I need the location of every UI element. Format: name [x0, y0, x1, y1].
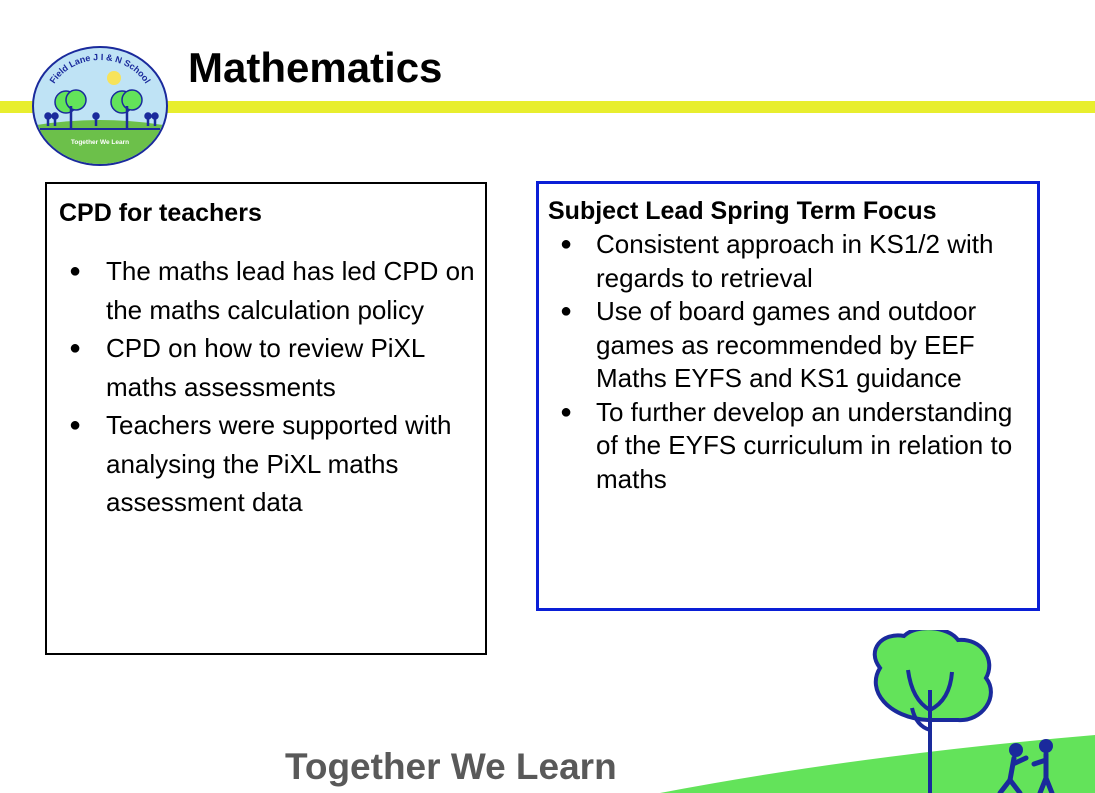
bullet: ● [69, 337, 82, 359]
list-item-text: To further develop an understanding of the EYFS curriculum in relation to maths [596, 396, 1013, 494]
logo-motto: Together We Learn [70, 139, 130, 146]
focus-heading: Subject Lead Spring Term Focus [548, 197, 937, 225]
list-item [548, 295, 1027, 396]
tree-hill-illustration [660, 630, 1095, 793]
footer-motto: Together We Learn [285, 746, 617, 787]
focus-box [536, 181, 1040, 611]
cpd-heading: CPD for teachers [59, 199, 262, 227]
list-item-text: Teachers were supported with analysing the PiXL maths assessment data [106, 410, 452, 517]
focus-list [548, 228, 1027, 496]
logo-ring-text: Field Lane J I & N School [47, 51, 153, 86]
hill-shape [660, 735, 1095, 793]
list-item [548, 396, 1027, 497]
list-item-text: Use of board games and outdoor games as recommended by EEF Maths EYFS and KS1 guidance [596, 296, 977, 393]
bullet: ● [69, 260, 82, 282]
bullet: ● [560, 300, 573, 322]
cpd-box [45, 182, 487, 655]
page-title: Mathematics [188, 44, 443, 91]
school-logo [30, 44, 170, 168]
bullet: ● [69, 414, 82, 436]
bullet: ● [560, 400, 573, 423]
list-item-text: The maths lead has led CPD on the maths calculation policy [106, 256, 475, 325]
list-item [548, 228, 1027, 295]
bullet: ● [560, 233, 573, 255]
list-item-text: CPD on how to review PiXL maths assessments [106, 333, 425, 402]
list-item [59, 329, 475, 406]
list-item [59, 252, 475, 329]
list-item [59, 406, 475, 522]
cpd-list [59, 252, 475, 522]
list-item-text: Consistent approach in KS1/2 with regards to retrieval [596, 229, 994, 293]
